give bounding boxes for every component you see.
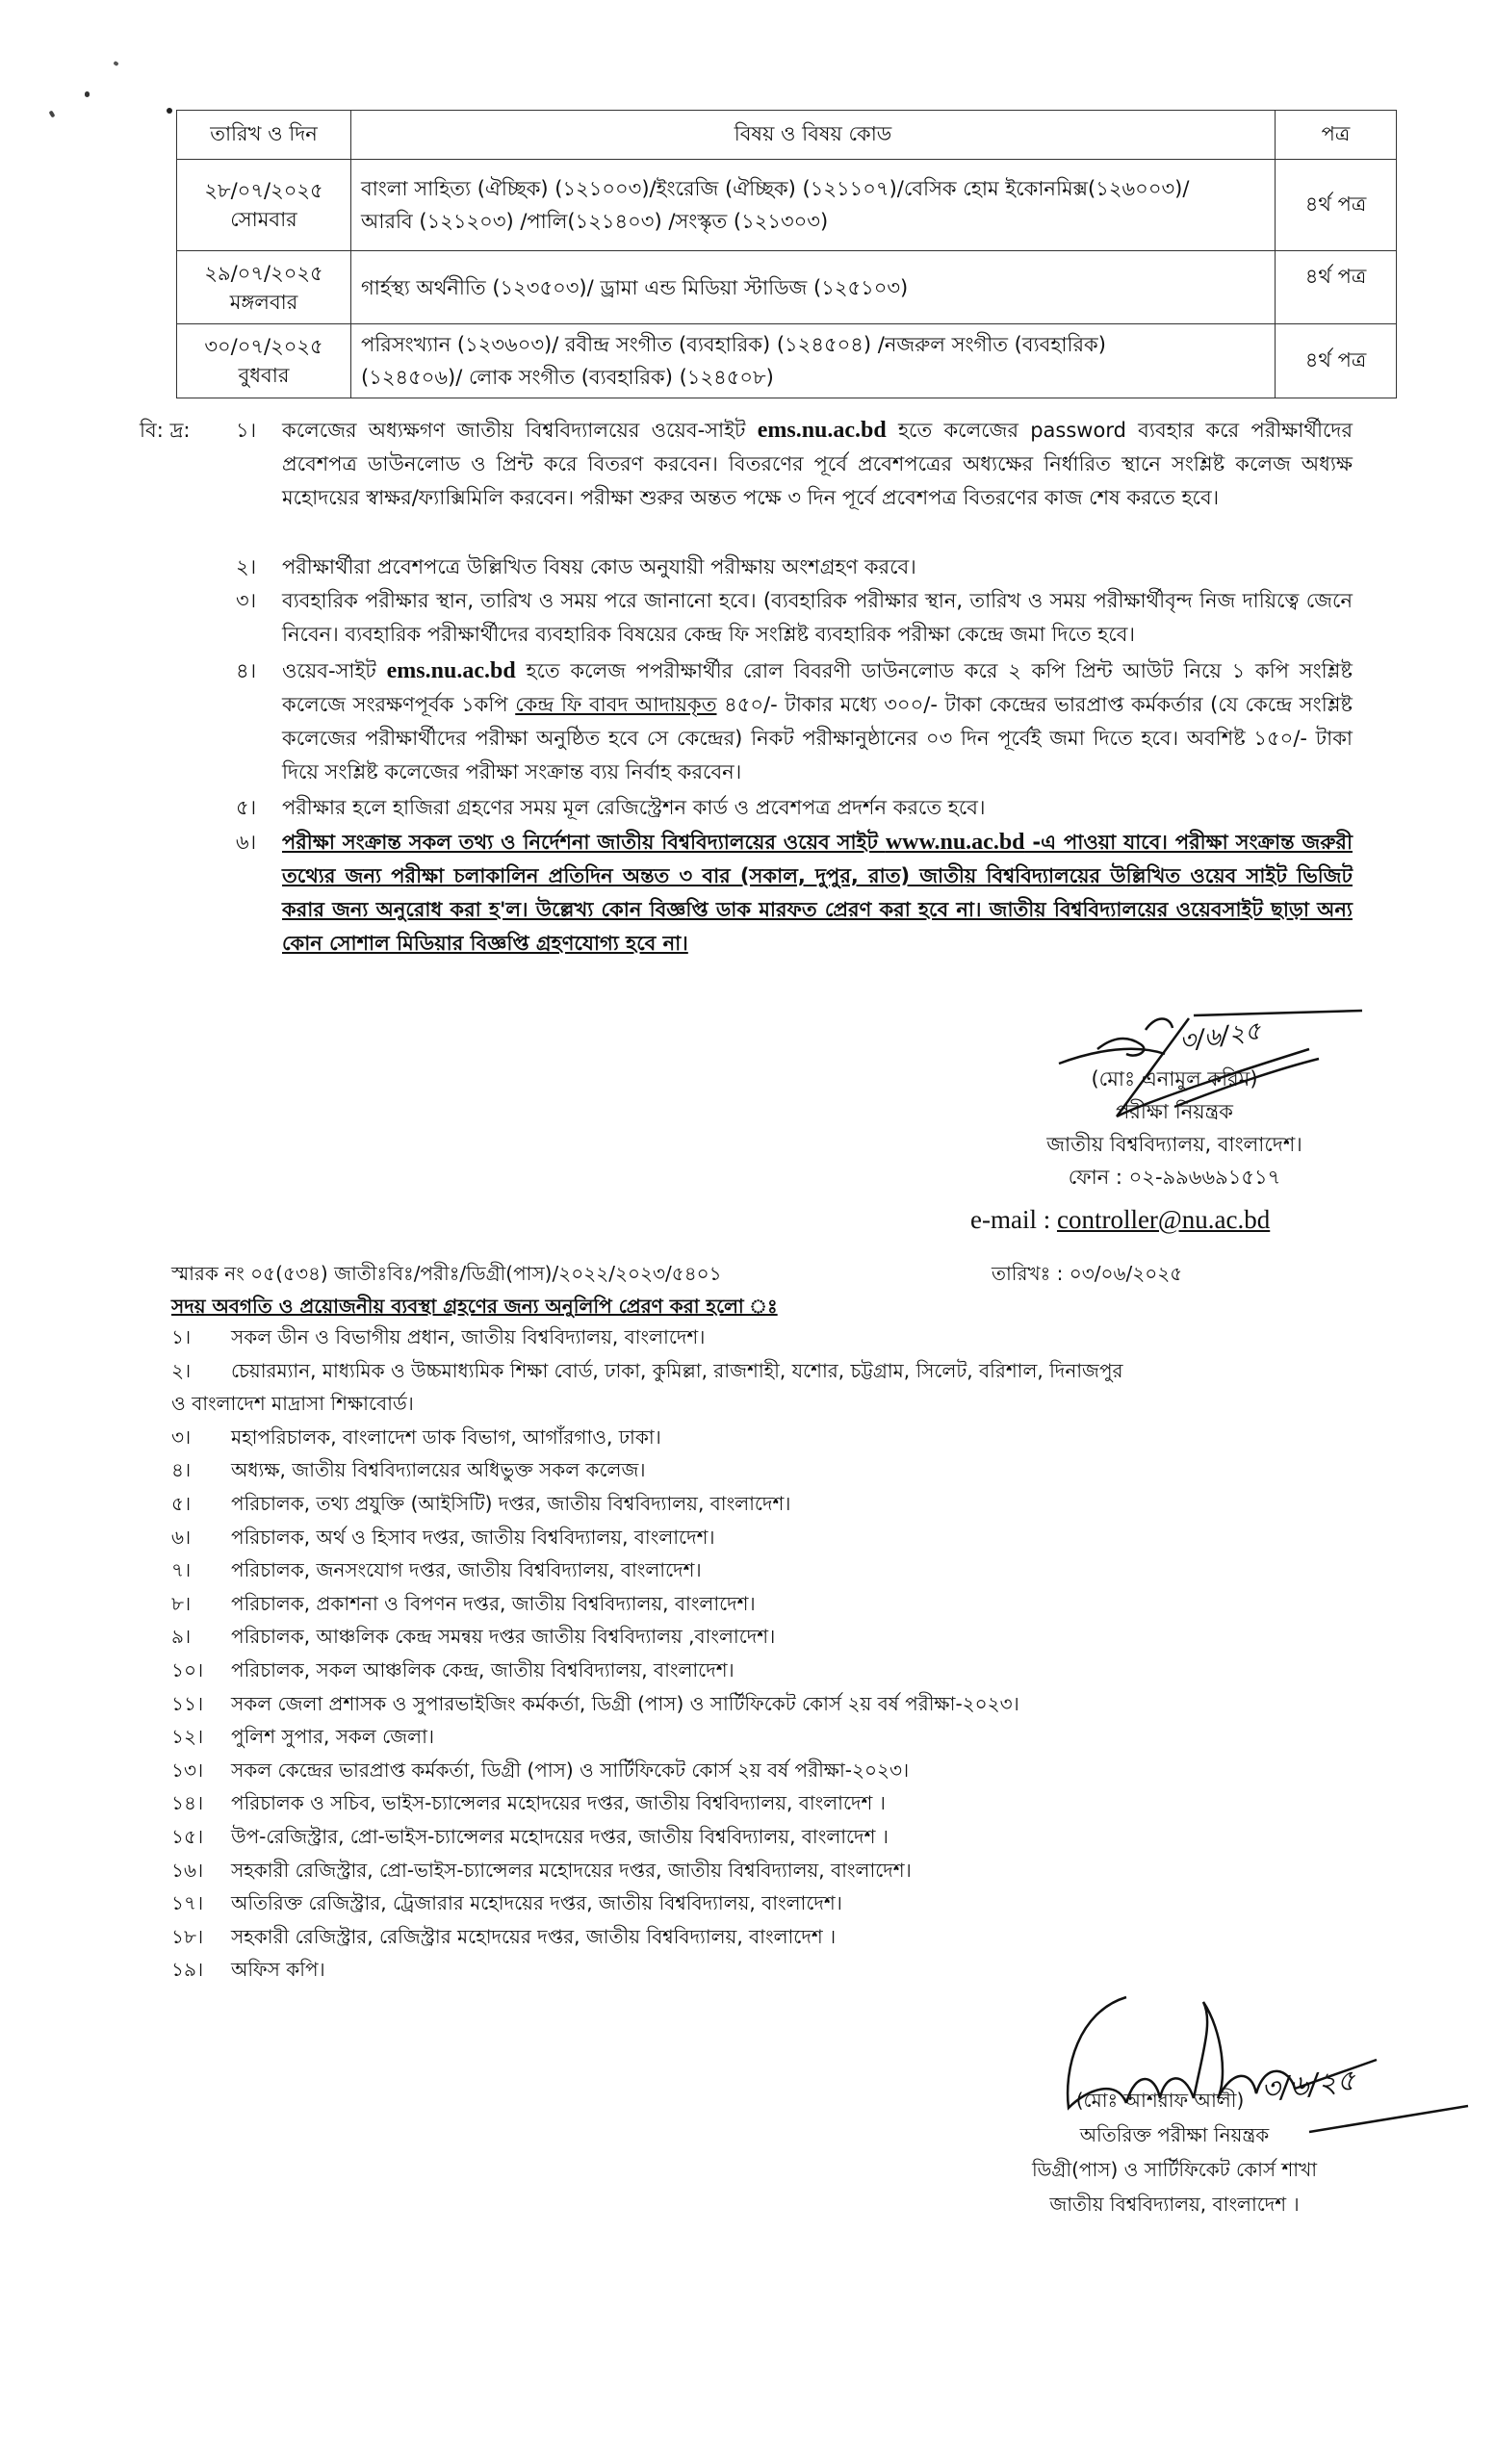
header-date-day: তারিখ ও দিন [177,111,351,160]
table-row [177,251,1397,324]
signatory-title: পরীক্ষা নিয়ন্ত্রক [1116,1100,1233,1123]
signatory-dept: ডিগ্রী(পাস) ও সার্টিফিকেট কোর্স শাখা [1031,2158,1318,2181]
note-number: ৬। [236,831,257,854]
memo-reference: স্মারক নং ০৫(৫৩৪) জাতীঃবিঃ/পরীঃ/ডিগ্রী(পাস)/২০২২/২০২৩/৫৪০১ [171,1262,722,1285]
cc-number: ৪। [171,1458,192,1482]
signature-date: ৩/৬/২৫ [1259,2063,1357,2108]
cc-number: ১৫। [171,1824,204,1848]
signatory-org: জাতীয় বিশ্ববিদ্যালয়, বাংলাদেশ । [1049,2193,1300,2216]
cc-number: ১৬। [171,1858,204,1882]
cc-item [171,1620,1375,1654]
nu-website-link[interactable]: www.nu.ac.bd [885,830,1025,855]
cc-item [171,1487,1375,1521]
note-number: ৫। [236,796,257,819]
exam-day: মঙ্গলবার [229,290,298,314]
note-text [282,654,1353,789]
cc-list [171,1321,1375,1987]
table-row [177,160,1397,251]
signatory-name: (মোঃ আশরাফ আলী) [1075,2089,1245,2112]
cc-number: ১৭। [171,1891,204,1915]
cc-item [171,1886,1375,1920]
note-text: ব্যবহারিক পরীক্ষার স্থান, তারিখ ও সময় পরে জানানো হবে। (ব্যবহারিক পরীক্ষার স্থান, তারিখ ও সময় পরীক্ষার্থীবৃন্দ নিজ দায়িত্বে জেনে নিবেন। ব্যবহারিক পরীক্ষার্থীদের ব্যবহারিক বিষয়ের কেন্দ্র ফি সংশ্লিষ্ট ব্যবহারিক পরীক্ষা কেন্দ্রে জমা দিতে হবে। [282,589,1353,646]
notes-label: বি: দ্র: [140,419,191,442]
cc-text: পরিচালক, তথ্য প্রযুক্তি (আইসিটি) দপ্তর, জাতীয় বিশ্ববিদ্যালয়, বাংলাদেশ। [231,1491,791,1515]
note-text-part: -এ পাওয়া যাবে। পরীক্ষা সংক্রান্ত জরুরী তথ্যের জন্য পরীক্ষা চলাকালিন প্রতিদিন অন্তত ৩ বার (সকাল, দুপুর, রাত) জাতীয় বিশ্ববিদ্যালয়ের উল্লিখিত ওয়েব সাইট ভিজিট করার জন্য অনুরোধ করা হ'ল। উল্লেখ্য কোন বিজ্ঞপ্তি ডাক মারফত প্রেরণ করা হবে না। জাতীয় বিশ্ববিদ্যালয়ের ওয়েবসাইট ছাড়া অন্য কোন সোশাল মিডিয়ার বিজ্ঞপ্তি গ্রহণযোগ্য হবে না। [282,831,1353,955]
scan-speck [167,108,172,114]
cc-number: ১১। [171,1691,204,1715]
note-text [282,826,1353,961]
note-item [236,791,1353,825]
cc-number: ৯। [171,1625,192,1649]
paper-cell: ৪র্থ পত্র [1276,251,1397,324]
note-text-part: হতে কলেজের password ব্যবহার করে পরীক্ষার্থীদের প্রবেশপত্র ডাউনলোড ও প্রিন্ট করে বিতরণ করবেন। বিতরণের পূর্বে প্রবেশপত্রের অধ্যক্ষের নির্ধারিত স্থানে সংশ্লিষ্ট কলেজ অধ্যক্ষ মহোদয়ের স্বাক্ষর/ফ্যাক্সিমিলি করবেন। পরীক্ষা শুরুর অন্তত পক্ষে ৩ দিন পূর্বে প্রবেশপত্র বিতরণের কাজ শেষ করতে হবে। [282,419,1353,509]
cc-item [171,1453,1375,1487]
exam-date: ২৯/০৭/২০২৫ [204,261,323,285]
scan-speck [85,91,90,97]
note-number: ৪। [236,659,257,682]
scan-speck [113,61,118,66]
cc-text: উপ-রেজিস্ট্রার, প্রো-ভাইস-চ্যান্সেলর মহোদয়ের দপ্তর, জাতীয় বিশ্ববিদ্যালয়, বাংলাদেশ । [231,1824,889,1848]
subjects-line: আরবি (১২১২০৩) /পালি(১২১৪০৩) /সংস্কৃত (১২১৩০৩) [361,210,829,233]
exam-date: ৩০/০৭/২০২৫ [204,335,323,358]
cc-text: সহকারী রেজিস্ট্রার, রেজিস্ট্রার মহোদয়ের দপ্তর, জাতীয় বিশ্ববিদ্যালয়, বাংলাদেশ । [231,1924,837,1948]
cc-item [171,1854,1375,1887]
signatory-additional-controller [977,2083,1372,2221]
note-text-part: পরীক্ষা সংক্রান্ত সকল তথ্য ও নির্দেশনা জাতীয় বিশ্ববিদ্যালয়ের ওয়েব সাইট [282,831,886,854]
cc-number: ১। [171,1325,192,1348]
cc-item-continuation: ও বাংলাদেশ মাদ্রাসা শিক্ষাবোর্ড। [171,1392,414,1416]
email-label: e-mail : [970,1205,1057,1234]
signatory-name: (মোঃ এনামুল করিম) [1091,1067,1258,1091]
subjects-line: (১২৪৫০৬)/ লোক সংগীত (ব্যবহারিক) (১২৪৫০৮) [361,366,774,389]
ems-link[interactable]: ems.nu.ac.bd [757,418,887,443]
cc-item [171,1587,1375,1621]
note-item [236,414,1353,515]
note-text [282,414,1353,515]
exam-date: ২৮/০৭/২০২৫ [204,179,323,202]
table-header-row [177,111,1397,160]
subject-cell [351,324,1276,398]
cc-text: পরিচালক, সকল আঞ্চলিক কেন্দ্র, জাতীয় বিশ্ববিদ্যালয়, বাংলাদেশ। [231,1657,735,1681]
cc-item [171,1654,1375,1687]
note-number: ৩। [236,589,257,612]
cc-item [171,1354,1375,1388]
note-text-part: ওয়েব-সাইট [282,659,387,682]
cc-item [171,1754,1375,1787]
cc-item [171,1820,1375,1854]
exam-day: বুধবার [238,364,290,387]
cc-number: ১৮। [171,1924,204,1948]
note-text: পরীক্ষার হলে হাজিরা গ্রহণের সময় মূল রেজিস্ট্রেশন কার্ড ও প্রবেশপত্র প্রদর্শন করতে হবে। [282,796,986,819]
cc-text: পরিচালক, আঞ্চলিক কেন্দ্র সমন্বয় দপ্তর জাতীয় বিশ্ববিদ্যালয় ,বাংলাদেশ। [231,1625,776,1649]
cc-text: পরিচালক ও সচিব, ভাইস-চ্যান্সেলর মহোদয়ের দপ্তর, জাতীয় বিশ্ববিদ্যালয়, বাংলাদেশ । [231,1791,886,1815]
cc-number: ২। [171,1358,192,1382]
note-text-part: ৪৫০/- টাকার মধ্যে ৩০০/- টাকা কেন্দ্রের ভারপ্রাপ্ত কর্মকর্তার (যে কেন্দ্রে সংশ্লিষ্ট কলেজের পরীক্ষার্থীদের পরীক্ষা অনুষ্ঠিত হবে সে কেন্দ্রের) নিকট পরীক্ষানুষ্ঠানের ০৩ দিন পূর্বেই জমা দিতে হবে। অবশিষ্ট ১৫০/- টাকা দিয়ে সংশ্লিষ্ট কলেজের পরীক্ষা সংক্রান্ত ব্যয় নির্বাহ করবেন। [282,693,1353,783]
cc-text: পরিচালক, প্রকাশনা ও বিপণন দপ্তর, জাতীয় বিশ্ববিদ্যালয়, বাংলাদেশ। [231,1591,756,1615]
note-number: ২। [236,555,257,578]
cc-text: সহকারী রেজিস্ট্রার, প্রো-ভাইস-চ্যান্সেলর মহোদয়ের দপ্তর, জাতীয় বিশ্ববিদ্যালয়, বাংলাদেশ। [231,1858,912,1882]
ems-link[interactable]: ems.nu.ac.bd [386,658,516,683]
cc-number: ৮। [171,1591,192,1615]
cc-number: ১০। [171,1657,204,1681]
signatory-email [970,1205,1270,1235]
cc-text: সকল জেলা প্রশাসক ও সুপারভাইজিং কর্মকর্তা, ডিগ্রী (পাস) ও সার্টিফিকেট কোর্স ২য় বর্ষ পরীক্ষা-২০২৩। [231,1691,1019,1715]
cc-number: ১৪। [171,1791,204,1815]
subject-cell [351,251,1276,324]
cc-item [171,1521,1375,1554]
subjects-line: বাংলা সাহিত্য (ঐচ্ছিক) (১২১০০৩)/ইংরেজি (ঐচ্ছিক) (১২১১০৭)/বেসিক হোম ইকোনমিক্স(১২৬০০৩)/ [361,177,1190,200]
header-paper: পত্র [1276,111,1397,160]
exam-schedule-table [176,110,1397,398]
cc-item [171,1421,1375,1454]
table-row [177,324,1397,398]
signatory-title: অতিরিক্ত পরীক্ষা নিয়ন্ত্রক [1079,2123,1270,2146]
date-cell [177,160,351,251]
cc-text: পরিচালক, জনসংযোগ দপ্তর, জাতীয় বিশ্ববিদ্যালয়, বাংলাদেশ। [231,1558,702,1582]
cc-text: পুলিশ সুপার, সকল জেলা। [231,1725,435,1749]
header-subject-code: বিষয় ও বিষয় কোড [351,111,1276,160]
note-item [236,654,1353,789]
signature-date: ৩/৬/২৫ [1177,1016,1263,1057]
cc-text: অধ্যক্ষ, জাতীয় বিশ্ববিদ্যালয়ের অধিভুক্ত সকল কলেজ। [231,1458,646,1482]
cc-text: অফিস কপি। [231,1958,325,1982]
cc-text: সকল কেন্দ্রের ভারপ্রাপ্ত কর্মকর্তা, ডিগ্রী (পাস) ও সার্টিফিকেট কোর্স ২য় বর্ষ পরীক্ষা-২০২৩। [231,1758,910,1782]
signatory-phone: ফোন : ০২-৯৯৬৬৯১৫১৭ [1068,1166,1281,1189]
cc-text: অতিরিক্ত রেজিস্ট্রার, ট্রেজারার মহোদয়ের দপ্তর, জাতীয় বিশ্ববিদ্যালয়, বাংলাদেশ। [231,1891,842,1915]
signatory-org: জাতীয় বিশ্ববিদ্যালয়, বাংলাদেশ। [1046,1133,1302,1156]
cc-text: মহাপরিচালক, বাংলাদেশ ডাক বিভাগ, আগাঁরগাও, ঢাকা। [231,1424,661,1449]
subjects-line: গার্হস্থ্য অর্থনীতি (১২৩৫০৩)/ ড্রামা এন্ড মিডিয়া স্টাডিজ (১২৫১০৩) [361,275,909,299]
scan-speck [49,110,56,117]
date-cell [177,324,351,398]
note-item [236,826,1353,961]
cc-number: ১৩। [171,1758,204,1782]
date-cell [177,251,351,324]
note-text-part: হতে কলেজ পপরীক্ষার্থীর রোল বিবরণী ডাউনলোড করে ২ কপি প্রিন্ট আউট নিয়ে ১ কপি সংশ্লিষ্ট কলেজে সংরক্ষণপূর্বক ১কপি [282,659,1353,716]
cc-item [171,1953,1375,1987]
paper-cell: ৪র্থ পত্র [1276,324,1397,398]
subject-cell [351,160,1276,251]
note-item [236,584,1353,652]
cc-text: সকল ডীন ও বিভাগীয় প্রধান, জাতীয় বিশ্ববিদ্যালয়, বাংলাদেশ। [231,1325,706,1348]
cc-number: ৫। [171,1491,192,1515]
cc-item [171,1720,1375,1754]
cc-item [171,1920,1375,1954]
note-item [236,551,1353,584]
cc-heading: সদয় অবগতি ও প্রয়োজনীয় ব্যবস্থা গ্রহণের জন্য অনুলিপি প্রেরণ করা হলো ঃ [171,1295,778,1318]
cc-number: ৬। [171,1525,192,1549]
cc-item [171,1553,1375,1587]
cc-number: ১২। [171,1725,204,1749]
email-link[interactable]: controller@nu.ac.bd [1056,1205,1271,1234]
cc-item [171,1786,1375,1820]
cc-text: পরিচালক, অর্থ ও হিসাব দপ্তর, জাতীয় বিশ্ববিদ্যালয়, বাংলাদেশ। [231,1525,715,1549]
cc-item [171,1687,1375,1721]
note-text: পরীক্ষার্থীরা প্রবেশপত্রে উল্লিখিত বিষয় কোড অনুযায়ী পরীক্ষায় অংশগ্রহণ করবে। [282,555,916,578]
cc-item [171,1321,1375,1354]
note-underlined-text: কেন্দ্র ফি বাবদ আদায়কৃত [515,693,717,716]
exam-day: সোমবার [230,208,297,231]
cc-number: ৭। [171,1558,192,1582]
note-text-part: কলেজের অধ্যক্ষগণ জাতীয় বিশ্ববিদ্যালয়ের ওয়েব-সাইট [282,419,758,442]
cc-text: চেয়ারম্যান, মাধ্যমিক ও উচ্চমাধ্যমিক শিক্ষা বোর্ড, ঢাকা, কুমিল্লা, রাজশাহী, যশোর, চট্টগ্রাম, সিলেট, বরিশাল, দিনাজপুর [231,1358,1123,1382]
subjects-line: পরিসংখ্যান (১২৩৬০৩)/ রবীন্দ্র সংগীত (ব্যবহারিক) (১২৪৫০৪) /নজরুল সংগীত (ব্যবহারিক) [361,333,1106,356]
memo-date: তারিখঃ : ০৩/০৬/২০২৫ [992,1262,1183,1285]
cc-number: ১৯। [171,1958,204,1982]
paper-cell: ৪র্থ পত্র [1276,160,1397,251]
cc-number: ৩। [171,1424,192,1449]
signatory-controller [992,1063,1357,1194]
note-number: ১। [236,419,257,442]
